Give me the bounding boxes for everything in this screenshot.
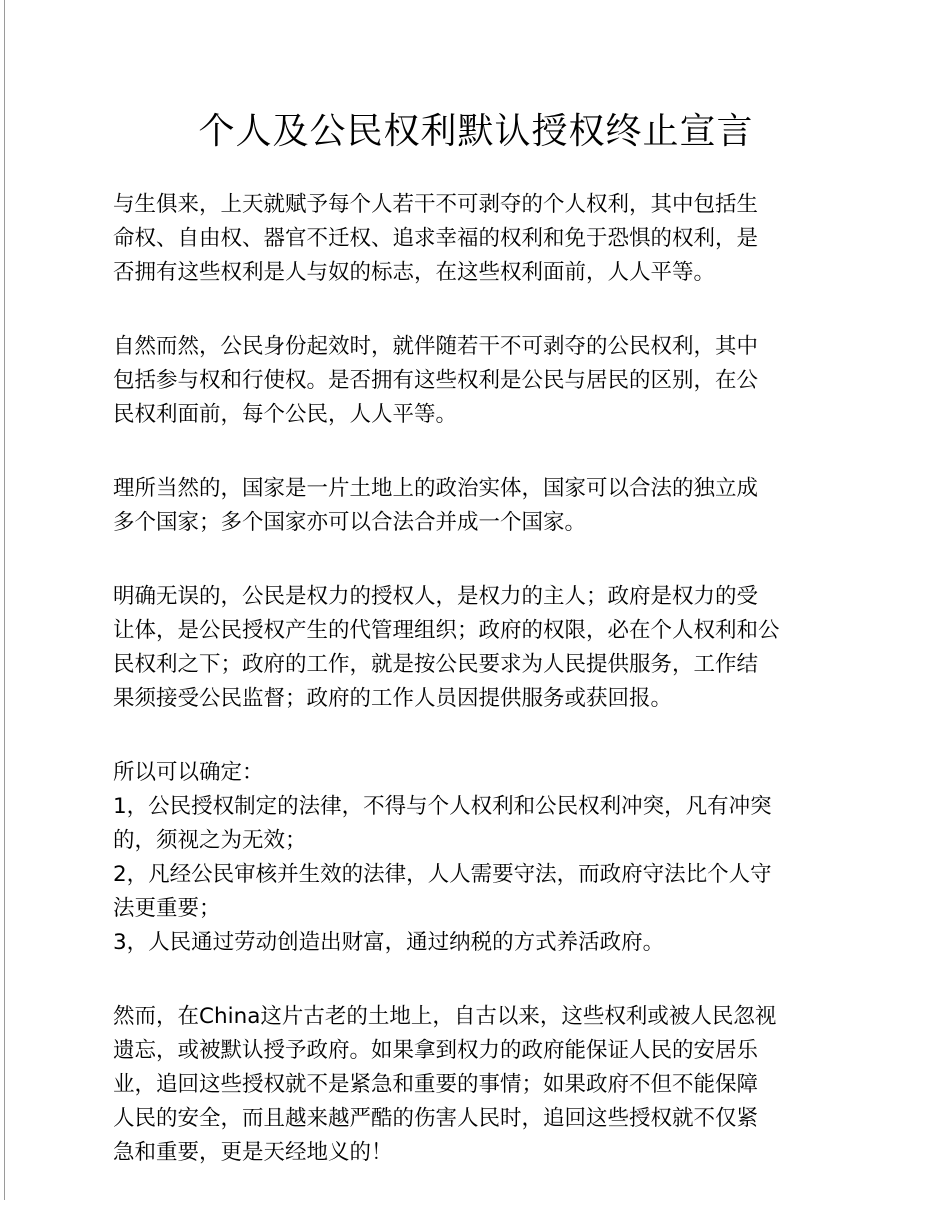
text-line: 民权利面前，每个公民，人人平等。	[113, 402, 458, 427]
text-line: 所以可以确定：	[113, 760, 264, 785]
list-item-line: 的，须视之为无效；	[113, 828, 307, 853]
document-body	[113, 188, 873, 1210]
paragraph-government	[113, 580, 873, 716]
list-item-line: 1，公民授权制定的法律，不得与个人权利和公民权利冲突，凡有冲突	[113, 794, 772, 819]
list-item-line: 2，凡经公民审核并生效的法律，人人需要守法，而政府守法比个人守	[113, 862, 772, 887]
text-line: 包括参与权和行使权。是否拥有这些权利是公民与居民的区别，在公	[113, 368, 759, 393]
text-line: 自然而然，公民身份起效时，就伴随若干不可剥夺的公民权利，其中	[113, 334, 759, 359]
list-item-line: 3，人民通过劳动创造出财富，通过纳税的方式养活政府。	[113, 930, 665, 955]
list-item-line: 法更重要；	[113, 896, 221, 921]
page-edge-line	[4, 0, 5, 1200]
text-line: 否拥有这些权利是人与奴的标志，在这些权利面前，人人平等。	[113, 260, 716, 285]
text-line: 民权利之下；政府的工作，就是按公民要求为人民提供服务，工作结	[113, 652, 759, 677]
text-line: 明确无误的，公民是权力的授权人，是权力的主人；政府是权力的受	[113, 584, 759, 609]
text-line: 与生俱来，上天就赋予每个人若干不可剥夺的个人权利，其中包括生	[113, 192, 759, 217]
text-line: 人民的安全，而且越来越严酷的伤害人民时，追回这些授权就不仅紧	[113, 1106, 759, 1131]
text-line: 理所当然的，国家是一片土地上的政治实体，国家可以合法的独立成	[113, 476, 759, 501]
paragraph-however	[113, 1000, 873, 1170]
text-line: 果须接受公民监督；政府的工作人员因提供服务或获回报。	[113, 686, 673, 711]
text-line: 让体，是公民授权产生的代管理组织；政府的权限，必在个人权利和公	[113, 618, 780, 643]
text-line: 命权、自由权、器官不迁权、追求幸福的权利和免于恐惧的权利，是	[113, 226, 759, 251]
paragraph-personal-rights	[113, 188, 873, 290]
text-line: 多个国家；多个国家亦可以合法合并成一个国家。	[113, 510, 587, 535]
paragraph-conclusions	[113, 756, 873, 960]
paragraph-nation	[113, 472, 873, 540]
document-title: 个人及公民权利默认授权终止宣言	[198, 111, 754, 152]
paragraph-civil-rights	[113, 330, 873, 432]
text-line: 遗忘，或被默认授予政府。如果拿到权力的政府能保证人民的安居乐	[113, 1038, 759, 1063]
text-line: 业，追回这些授权就不是紧急和重要的事情；如果政府不但不能保障	[113, 1072, 759, 1097]
text-line: 然而，在China这片古老的土地上，自古以来，这些权利或被人民忽视	[113, 1004, 777, 1029]
text-line: 急和重要，更是天经地义的！	[113, 1140, 393, 1165]
